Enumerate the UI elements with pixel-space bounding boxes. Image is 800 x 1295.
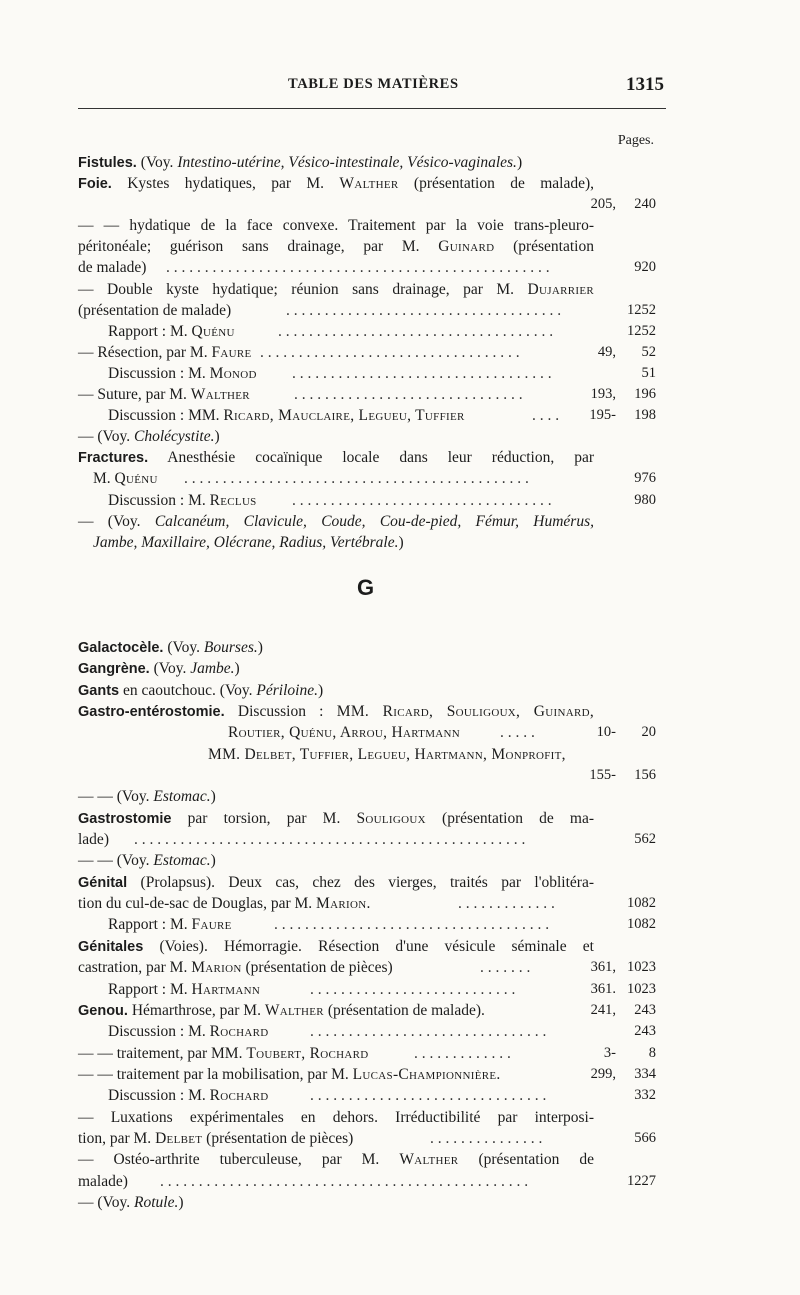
index-entry: — — (Voy. Estomac.)	[78, 788, 216, 806]
index-entry-rapport: Rapport : M. Hartmann . . . . . . . . . . . . . . . . . . . . . . . . . . . 361. 1023	[108, 980, 656, 998]
page-header	[78, 74, 666, 100]
index-entry-cont: (présentation de malade) . . . . . . . . . . . . . . . . . . . . . . . . . . . . . . . . . . . . 1252	[78, 301, 656, 319]
index-entry: — Résection, par M. Faure . . . . . . . . . . . . . . . . . . . . . . . . . . . . . . . . . . 49, 52	[78, 343, 656, 361]
index-entry: Genou. Hémarthrose, par M. Walther (présentation de malade). 241, 243	[78, 1001, 656, 1019]
index-entry: — (Voy. Calcanéum, Clavicule, Coude, Cou-de-pied, Fémur, Humérus,	[78, 512, 594, 530]
index-entry: — — traitement par la mobilisation, par M. Lucas-Championnière. 299, 334	[78, 1065, 656, 1083]
index-entry-cont: MM. Delbet, Tuffier, Legueu, Hartmann, Monprofit,	[208, 745, 566, 763]
index-entry-discussion: Discussion : MM. Ricard, Mauclaire, Legueu, Tuffier . . . . 195- 198	[108, 407, 656, 425]
index-entry: Génital (Prolapsus). Deux cas, chez des vierges, traités par l'oblitéra-	[78, 873, 594, 891]
index-entry-cont: Jambe, Maxillaire, Olécrane, Radius, Vertébrale.)	[93, 533, 404, 551]
index-entry-rapport: Rapport : M. Faure . . . . . . . . . . . . . . . . . . . . . . . . . . . . . . . . . . . . 1082	[108, 916, 656, 934]
index-entry-cont: lade) . . . . . . . . . . . . . . . . . . . . . . . . . . . . . . . . . . . . . . . . . . . . . . . . . . . 562	[78, 831, 656, 849]
page-number: 1315	[626, 74, 664, 95]
index-entry-cont: M. Quénu . . . . . . . . . . . . . . . . . . . . . . . . . . . . . . . . . . . . . . . . . . . . . 976	[93, 470, 656, 488]
running-title: TABLE DES MATIÈRES	[288, 76, 459, 92]
index-entry: Gastrostomie par torsion, par M. Souligoux (présentation de ma-	[78, 809, 595, 827]
index-section-f	[78, 152, 668, 553]
index-entry: Gastro-entérostomie. Discussion : MM. Ricard, Souligoux, Guinard,	[78, 703, 595, 721]
index-entry: Fistules. (Voy. Intestino-utérine, Vésico-intestinale, Vésico-vaginales.)	[78, 154, 523, 171]
index-entry: — (Voy. Rotule.)	[78, 1193, 184, 1211]
index-entry-cont: castration, par M. Marion (présentation de pièces) . . . . . . . 361, 1023	[78, 959, 656, 977]
index-entry: Gants en caoutchouc. (Voy. Périloine.)	[78, 681, 324, 699]
index-entry-cont: tion du cul-de-sac de Douglas, par M. Marion. . . . . . . . . . . . . . 1082	[78, 895, 656, 913]
index-entry-cont: de malade) . . . . . . . . . . . . . . . . . . . . . . . . . . . . . . . . . . . . . . . . . . . . . . . . . . 920	[78, 259, 656, 277]
index-entry: — — traitement, par MM. Toubert, Rochard . . . . . . . . . . . . . 3- 8	[78, 1044, 656, 1062]
index-entry-cont: malade) . . . . . . . . . . . . . . . . . . . . . . . . . . . . . . . . . . . . . . . . . . . . . . . . 1227	[78, 1172, 656, 1190]
index-entry: Gangrène. (Voy. Jambe.)	[78, 660, 240, 678]
index-entry: — Luxations expérimentales en dehors. Irréductibilité par interposi-	[78, 1108, 594, 1126]
index-entry-cont: 205, 240	[590, 196, 656, 213]
index-entry-cont: tion, par M. Delbet (présentation de pièces) . . . . . . . . . . . . . . . 566	[78, 1129, 656, 1147]
section-letter: G	[357, 575, 375, 600]
index-entry: — (Voy. Cholécystite.)	[78, 428, 220, 446]
pages-column-label: Pages.	[617, 133, 654, 148]
index-entry: Génitales (Voies). Hémorragie. Résection d'une vésicule séminale et	[78, 937, 594, 955]
index-section-g	[78, 637, 668, 1213]
index-entry-cont: 155- 156	[589, 767, 656, 784]
index-entry: Foie. Kystes hydatiques, par M. Walther (présentation de malade),	[78, 175, 594, 193]
index-entry: Galactocèle. (Voy. Bourses.)	[78, 639, 263, 656]
index-entry: — Ostéo-arthrite tuberculeuse, par M. Walther (présentation de	[78, 1151, 594, 1169]
index-entry: — Double kyste hydatique; réunion sans drainage, par M. Dujarrier	[78, 280, 594, 298]
index-entry: Fractures. Anesthésie cocaïnique locale dans leur réduction, par	[78, 449, 594, 467]
index-entry: — Suture, par M. Walther . . . . . . . . . . . . . . . . . . . . . . . . . . . . . . 193, 196	[78, 386, 656, 404]
index-entry-cont: péritonéale; guérison sans drainage, par M. Guinard (présentation	[78, 238, 594, 256]
header-rule	[78, 108, 666, 109]
index-entry-rapport: Rapport : M. Quénu . . . . . . . . . . . . . . . . . . . . . . . . . . . . . . . . . . . . 1252	[108, 322, 656, 340]
index-entry: — — hydatique de la face convexe. Traitement par la voie trans-pleuro-	[78, 217, 594, 235]
index-entry-discussion: Discussion : M. Reclus . . . . . . . . . . . . . . . . . . . . . . . . . . . . . . . . . . 980	[108, 491, 656, 509]
index-entry-discussion: Discussion : M. Monod . . . . . . . . . . . . . . . . . . . . . . . . . . . . . . . . . . 51	[108, 364, 656, 382]
index-entry-cont: Routier, Quénu, Arrou, Hartmann . . . . . 10- 20	[228, 724, 656, 742]
index-entry-discussion: Discussion : M. Rochard . . . . . . . . . . . . . . . . . . . . . . . . . . . . . . . 332	[108, 1087, 656, 1105]
index-entry-discussion: Discussion : M. Rochard . . . . . . . . . . . . . . . . . . . . . . . . . . . . . . . 243	[108, 1023, 656, 1041]
index-entry: — — (Voy. Estomac.)	[78, 852, 216, 870]
